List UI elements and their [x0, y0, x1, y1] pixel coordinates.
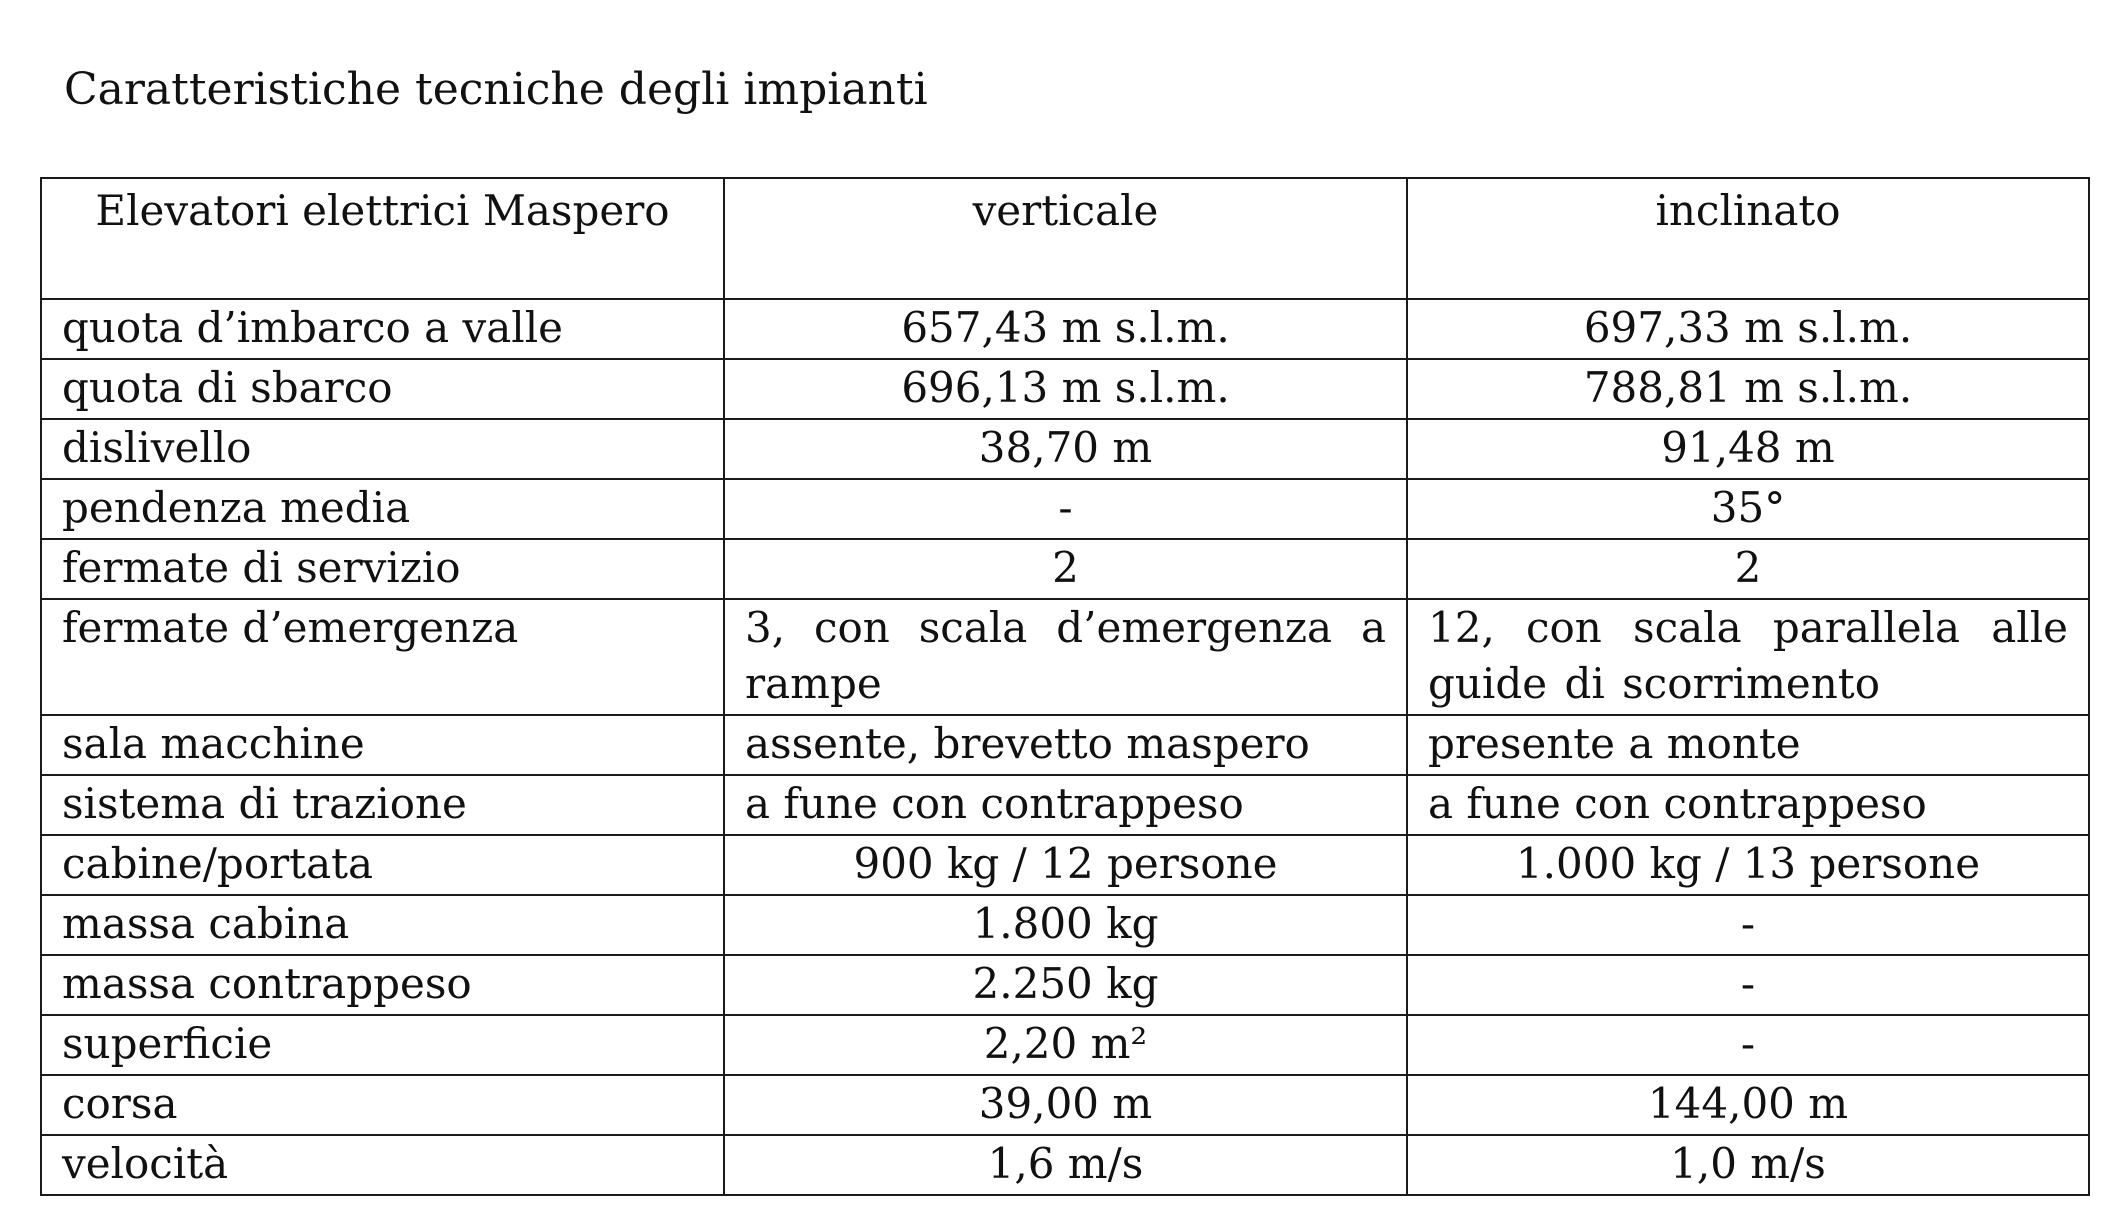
cell-inclinato: presente a monte — [1407, 715, 2089, 775]
cell-verticale: a fune con contrappeso — [724, 775, 1407, 835]
row-label: sala macchine — [41, 715, 724, 775]
cell-inclinato: 697,33 m s.l.m. — [1407, 299, 2089, 359]
table-row — [41, 895, 2089, 955]
cell-inclinato: - — [1407, 955, 2089, 1015]
cell-inclinato: a fune con contrappeso — [1407, 775, 2089, 835]
specifications-table — [40, 177, 2090, 1196]
table-row — [41, 419, 2089, 479]
table-row — [41, 1075, 2089, 1135]
row-label: velocità — [41, 1135, 724, 1195]
cell-inclinato: 788,81 m s.l.m. — [1407, 359, 2089, 419]
cell-inclinato: 35° — [1407, 479, 2089, 539]
table-row — [41, 715, 2089, 775]
table-row — [41, 1135, 2089, 1195]
table-row — [41, 599, 2089, 715]
cell-verticale: 900 kg / 12 persone — [724, 835, 1407, 895]
row-label: fermate di servizio — [41, 539, 724, 599]
table-row — [41, 539, 2089, 599]
cell-verticale: 1.800 kg — [724, 895, 1407, 955]
row-label: sistema di trazione — [41, 775, 724, 835]
row-label: superficie — [41, 1015, 724, 1075]
cell-verticale: 657,43 m s.l.m. — [724, 299, 1407, 359]
cell-verticale: assente, brevetto maspero — [724, 715, 1407, 775]
document-title: Caratteristiche tecniche degli impianti — [64, 64, 928, 115]
cell-verticale: 1,6 m/s — [724, 1135, 1407, 1195]
cell-verticale: 696,13 m s.l.m. — [724, 359, 1407, 419]
table-header-row — [41, 178, 2089, 299]
cell-inclinato: 12, con scala parallela alle guide di scorrimento — [1407, 599, 2089, 715]
row-label: quota di sbarco — [41, 359, 724, 419]
cell-inclinato: - — [1407, 895, 2089, 955]
table-row — [41, 359, 2089, 419]
cell-verticale: - — [724, 479, 1407, 539]
cell-verticale: 2.250 kg — [724, 955, 1407, 1015]
row-label: fermate d’emergenza — [41, 599, 724, 715]
row-label: dislivello — [41, 419, 724, 479]
cell-verticale: 3, con scala d’emergenza a rampe — [724, 599, 1407, 715]
cell-inclinato: 1.000 kg / 13 persone — [1407, 835, 2089, 895]
cell-verticale: 2,20 m² — [724, 1015, 1407, 1075]
cell-verticale: 39,00 m — [724, 1075, 1407, 1135]
table-row — [41, 1015, 2089, 1075]
table-row — [41, 479, 2089, 539]
header-verticale: verticale — [724, 178, 1407, 299]
table-row — [41, 955, 2089, 1015]
row-label: pendenza media — [41, 479, 724, 539]
row-label: cabine/portata — [41, 835, 724, 895]
row-label: massa cabina — [41, 895, 724, 955]
cell-inclinato: 2 — [1407, 539, 2089, 599]
header-elevatori: Elevatori elettrici Maspero — [41, 178, 724, 299]
row-label: massa contrappeso — [41, 955, 724, 1015]
row-label: corsa — [41, 1075, 724, 1135]
cell-inclinato: 1,0 m/s — [1407, 1135, 2089, 1195]
table-row — [41, 299, 2089, 359]
row-label: quota d’imbarco a valle — [41, 299, 724, 359]
cell-inclinato: 144,00 m — [1407, 1075, 2089, 1135]
cell-verticale: 38,70 m — [724, 419, 1407, 479]
table-row — [41, 775, 2089, 835]
header-inclinato: inclinato — [1407, 178, 2089, 299]
cell-verticale: 2 — [724, 539, 1407, 599]
cell-inclinato: - — [1407, 1015, 2089, 1075]
cell-inclinato: 91,48 m — [1407, 419, 2089, 479]
table-row — [41, 835, 2089, 895]
